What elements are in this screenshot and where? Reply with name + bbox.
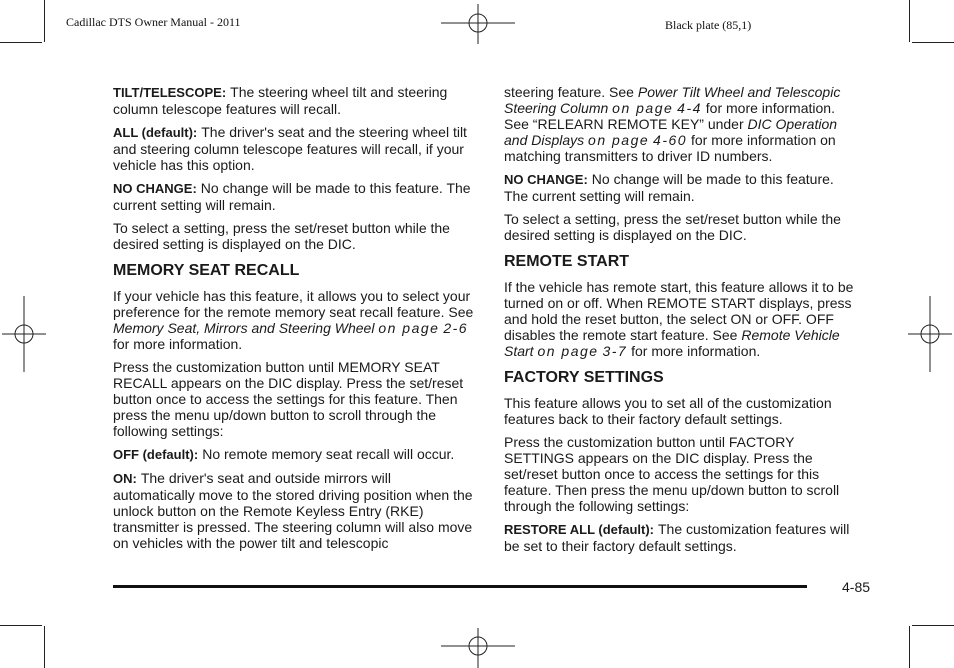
- body-text: If the vehicle has remote start, this feature allows it to be turned on or off. When REMOTE START displays, press and hold the reset button, the select ON or OFF. OFF disables the remote start feature. See: [504, 279, 854, 343]
- setting-label: OFF (default):: [113, 447, 199, 462]
- paragraph: Press the customization button until MEMORY SEAT RECALL appears on the DIC display. Press the set/reset button once to access the settings for this feature. Then press the menu up/down button to scroll through the following settings:: [113, 359, 464, 439]
- registration-mark-top: [441, 4, 515, 44]
- body-text: for more information.: [627, 343, 761, 359]
- page-number: 4-85: [842, 579, 871, 595]
- left-column: [113, 84, 475, 558]
- crop-mark: [0, 42, 42, 43]
- footer-rule: [113, 585, 807, 588]
- section-heading: FACTORY SETTINGS: [504, 369, 664, 386]
- setting-label: NO CHANGE:: [504, 172, 588, 187]
- setting-text: The steering wheel tilt and steering column telescope features will recall.: [113, 84, 448, 117]
- paragraph: [113, 470, 475, 551]
- crop-mark: [0, 625, 42, 626]
- setting-label: ALL (default):: [113, 125, 198, 140]
- paragraph: To select a setting, press the set/reset button while the desired setting is displayed on the DIC.: [113, 220, 450, 252]
- registration-mark-right: [908, 296, 952, 372]
- paragraph: To select a setting, press the set/reset button while the desired setting is displayed on the DIC.: [504, 211, 841, 243]
- crop-mark: [912, 42, 954, 43]
- cross-reference-on-page: on page: [378, 320, 440, 336]
- setting-label: RESTORE ALL (default):: [504, 522, 654, 537]
- crop-mark: [912, 625, 954, 626]
- paragraph: [113, 124, 475, 173]
- paragraph: [113, 180, 475, 213]
- cross-reference-title: Remote Vehicle Start: [504, 327, 840, 359]
- setting-text: The driver's seat and the steering wheel tilt and steering column telescope features will recall, if your vehicle has this option.: [113, 124, 467, 173]
- cross-reference-page: 3-7: [602, 343, 628, 359]
- section-heading: REMOTE START: [504, 253, 630, 270]
- setting-label: TILT/TELESCOPE:: [113, 85, 227, 100]
- cross-reference-on-page: on page: [612, 100, 674, 116]
- paragraph: [113, 446, 475, 463]
- setting-text: No remote memory seat recall will occur.: [202, 446, 455, 462]
- body-text: steering feature. See: [504, 84, 638, 100]
- body-text: for more information.: [113, 336, 243, 352]
- right-column: [504, 84, 860, 561]
- crop-mark: [44, 626, 45, 668]
- paragraph: This feature allows you to set all of the customization features back to their factory default settings.: [504, 395, 832, 427]
- registration-mark-left: [2, 296, 46, 372]
- header-title: Cadillac DTS Owner Manual - 2011: [66, 15, 241, 29]
- paragraph: [504, 521, 860, 554]
- body-text: for more information on matching transmitters to driver ID numbers.: [504, 132, 836, 164]
- registration-mark-bottom: [441, 628, 515, 668]
- paragraph: Press the customization button until FACTORY SETTINGS appears on the DIC display. Press the set/reset button once to access the settings for this feature. Then press the menu up/down button to scroll through the following settings:: [504, 434, 840, 514]
- cross-reference-page: 2-6: [443, 320, 469, 336]
- crop-mark: [909, 0, 910, 42]
- section-heading: MEMORY SEAT RECALL: [113, 262, 300, 279]
- setting-text: No change will be made to this feature. The current setting will remain.: [504, 171, 834, 204]
- cross-reference-title: Power Tilt Wheel and Telescopic Steering Column: [504, 84, 841, 116]
- paragraph: [504, 279, 860, 359]
- setting-label: NO CHANGE:: [113, 181, 197, 196]
- cross-reference-page: 4-4: [677, 100, 702, 116]
- body-text: for more information. See “RELEARN REMOTE KEY” under: [504, 100, 835, 132]
- cross-reference-on-page: on page: [588, 132, 650, 148]
- cross-reference-page: 4-60: [653, 132, 688, 148]
- paragraph: [113, 84, 475, 117]
- crop-mark: [44, 0, 45, 42]
- paragraph: [504, 171, 860, 204]
- body-text: If your vehicle has this feature, it allows you to select your preference for the remote memory seat recall feature. See: [113, 288, 474, 320]
- header-plate: Black plate (85,1): [665, 18, 752, 32]
- cross-reference-title: Memory Seat, Mirrors and Steering Wheel: [113, 320, 375, 336]
- cross-reference-on-page: on page: [537, 343, 599, 359]
- crop-mark: [909, 626, 910, 668]
- setting-text: The customization features will be set to their factory default settings.: [504, 521, 850, 554]
- cross-reference-title: DIC Operation and Displays: [504, 116, 838, 148]
- setting-text: The driver's seat and outside mirrors will automatically move to the stored driving position when the unlock button on the Remote Keyless Entry (RKE) transmitter is pressed. The steering column will also move on vehicles with the power tilt and telescopic: [113, 470, 473, 551]
- paragraph: [113, 288, 475, 352]
- paragraph: [504, 84, 860, 164]
- setting-label: ON:: [113, 471, 137, 486]
- setting-text: No change will be made to this feature. The current setting will remain.: [113, 180, 471, 213]
